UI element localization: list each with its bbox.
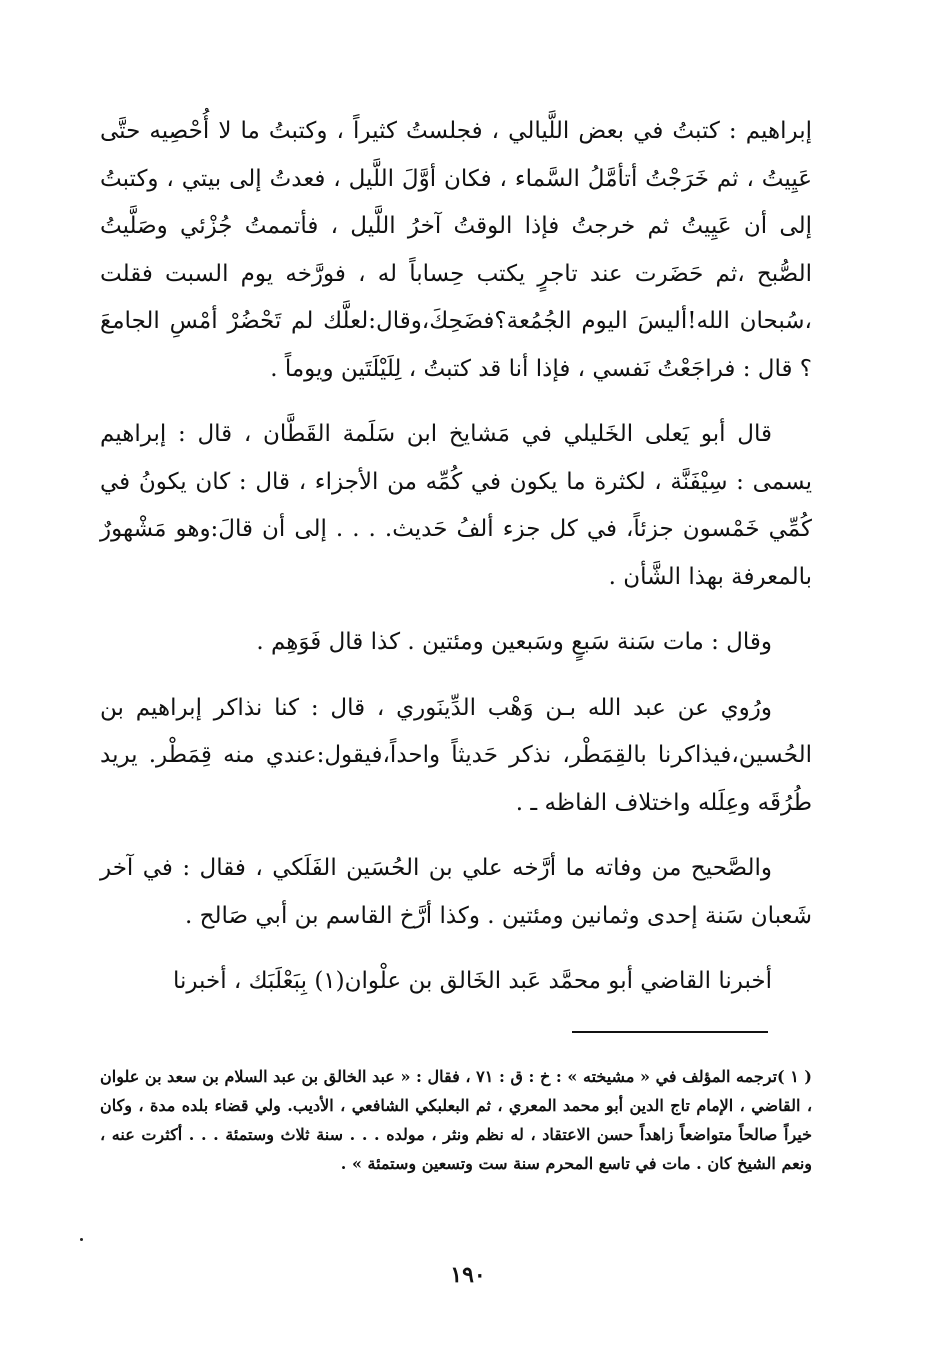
main-text [100, 108, 812, 1024]
paragraph-2: قال أبو يَعلى الخَليلي في مَشايخ ابن سَلَمة القَطَّان ، قال : إبراهيم يسمى : سِيْفَنَّة ، لكثرة ما يكون في كُمِّه من الأجزاء ، قال : كان يكونُ في كُمِّي خَمْسون جزئاً، في كل جزء ألفُ حَديث. . . . إلى أن قالَ:وهو مَشْهورٌ بالمعرفة بهذا الشَّأن . [100, 421, 812, 590]
scan-speck [80, 1238, 83, 1241]
paragraph-5: والصَّحيح من وفاته ما أرَّخه علي بن الحُسَين الفَلَكي ، فقال : في آخر شَعبان سَنة إحدى وثمانين ومئتين . وكذا أرَّخ القاسم بن أبي صَالح . [100, 855, 812, 929]
paragraph-6: أخبرنا القاضي أبو محمَّد عَبد الخَالق بن علْوان(١) بِبَعْلَبَك ، أخبرنا [172, 968, 772, 994]
paragraph-3: وقال : مات سَنة سَبعٍ وسَبعين ومئتين . كذا قال فَوَهِم . [256, 629, 772, 655]
footnote-section [100, 1062, 812, 1178]
footnote-1: ( ١ )ترجمه المؤلف في « مشيخته » : خ : ق : ٧١ ، فقال : « عبد الخالق بن عبد السلام بن سعد بن علوان ، القاضي ، الإمام تاج الدين أبو محمد المعري ، ثم البعلبكي الشافعي ، الأديب. ولي قضاء بلده مدة ، وكان خيراً صالحاً متواضعاً زاهداً حسن الاعتقاد ، له نظم ونثر ، مولده . . . سنة ثلاث وستمئة . . . أكثرت عنه ، ونعم الشيخ كان . مات في تاسع المحرم سنة ست وتسعين وستمئة » . [100, 1067, 812, 1173]
page-number: ١٩٠ [450, 1262, 486, 1288]
paragraph-4: ورُوي عن عبد الله بـن وَهْب الدِّينَوري ، قال : كنا نذاكر إبراهيم بن الحُسين،فيذاكرنا بالقِمَطْر، نذكر حَديثاً واحداً،فيقول:عندي منه قِمَطْر. يريد طُرُقَه وعِلَله واختلاف الفاظه ـ . [100, 694, 812, 816]
footnote-divider [572, 1031, 768, 1033]
paragraph-1: إبراهيم : كتبتُ في بعض اللَّيالي ، فجلستُ كثيراً ، وكتبتُ ما لا أُحْصِيه حتَّى عَيِيتُ ، ثم خَرَجْتُ أتأمَّلُ السَّماء ، فكان أوَّلَ اللَّيل ، فعدتُ إلى بيتي ، وكتبتُ إلى أن عَيِيتُ ثم خرجتُ فإذا الوقتُ آخرُ اللَّيل ، فأتممتُ جُزْئي وصَلَّيتُ الصُّبح ،ثم حَضَرت عند تاجرٍ يكتب حِساباً له ، فورَّخه يوم السبت فقلت ،سُبحان الله!أليسَ اليوم الجُمُعة؟فضَحِكَ،وقال:لعلَّك لم تَحْضُرْ أمْسِ الجامعَ ؟ قال : فراجَعْتُ نَفسي ، فإذا أنا قد كتبتُ ، لِلَيْلَتَين ويوماً . [100, 118, 812, 382]
